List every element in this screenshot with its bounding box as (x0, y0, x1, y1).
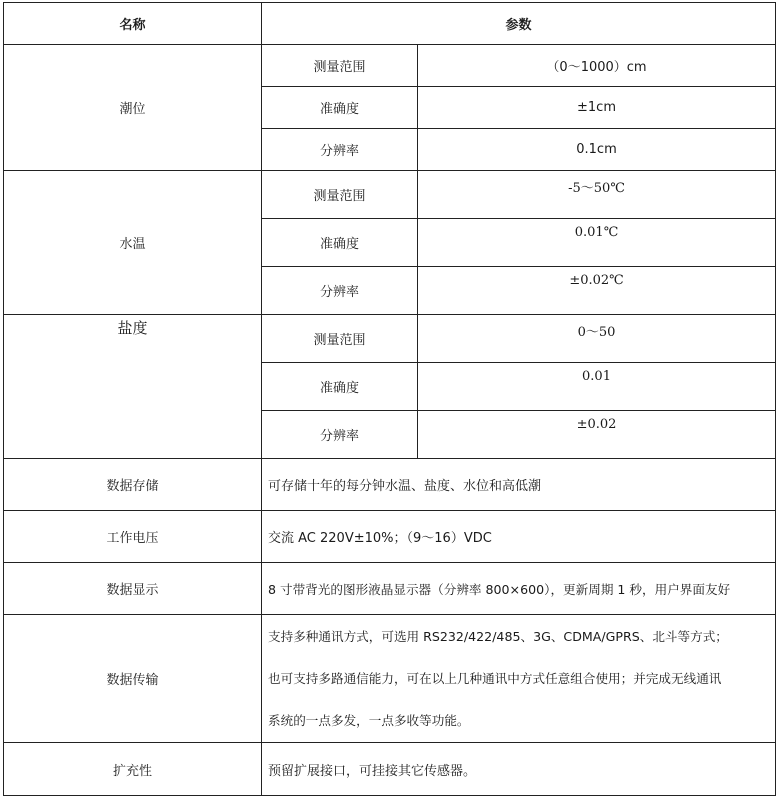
transmission-line-3: 系统的一点多发，一点多收等功能。 (268, 713, 470, 728)
group-name-water-temp: 水温 (4, 171, 262, 315)
group-name-salinity: 盐度 (4, 315, 262, 459)
param-label: 准确度 (262, 363, 418, 411)
spec-value: 交流 AC 220V±10%；（9～16）VDC (262, 511, 776, 563)
spec-value-transmission (262, 615, 776, 743)
param-label: 准确度 (262, 87, 418, 129)
param-label: 测量范围 (262, 45, 418, 87)
param-value: -5～50℃ (418, 171, 776, 219)
table-row (4, 743, 776, 796)
param-value: 0.1cm (418, 129, 776, 171)
param-value: 0～50 (418, 315, 776, 363)
spec-name: 数据存储 (4, 459, 262, 511)
param-label: 准确度 (262, 219, 418, 267)
header-name: 名称 (4, 3, 262, 45)
param-value: 0.01 (418, 363, 776, 411)
spec-name: 工作电压 (4, 511, 262, 563)
param-label: 分辨率 (262, 411, 418, 459)
param-label: 分辨率 (262, 129, 418, 171)
param-value: ±1cm (418, 87, 776, 129)
table-row (4, 511, 776, 563)
table-row (4, 315, 776, 363)
table-row (4, 563, 776, 615)
header-params: 参数 (262, 3, 776, 45)
param-value: ±0.02 (418, 411, 776, 459)
table-row (4, 171, 776, 219)
table-header-row (4, 3, 776, 45)
param-value: 0.01℃ (418, 219, 776, 267)
table-row (4, 45, 776, 87)
spec-name: 数据显示 (4, 563, 262, 615)
spec-value: 预留扩展接口，可挂接其它传感器。 (262, 743, 776, 796)
table-row (4, 459, 776, 511)
transmission-line-2: 也可支持多路通信能力，可在以上几种通讯中方式任意组合使用；并完成无线通讯 (268, 671, 722, 686)
spec-value: 可存储十年的每分钟水温、盐度、水位和高低潮 (262, 459, 776, 511)
table-row (4, 615, 776, 743)
param-label: 分辨率 (262, 267, 418, 315)
spec-name: 数据传输 (4, 615, 262, 743)
group-name-tide: 潮位 (4, 45, 262, 171)
param-label: 测量范围 (262, 171, 418, 219)
transmission-line-1: 支持多种通讯方式，可选用 RS232/422/485、3G、CDMA/GPRS、北斗等方式； (268, 629, 728, 644)
param-label: 测量范围 (262, 315, 418, 363)
param-value: （0～1000）cm (418, 45, 776, 87)
spec-table (3, 2, 776, 796)
param-value: ±0.02℃ (418, 267, 776, 315)
spec-value: 8 寸带背光的图形液晶显示器（分辨率 800×600），更新周期 1 秒，用户界面友好 (262, 563, 776, 615)
spec-name: 扩充性 (4, 743, 262, 796)
